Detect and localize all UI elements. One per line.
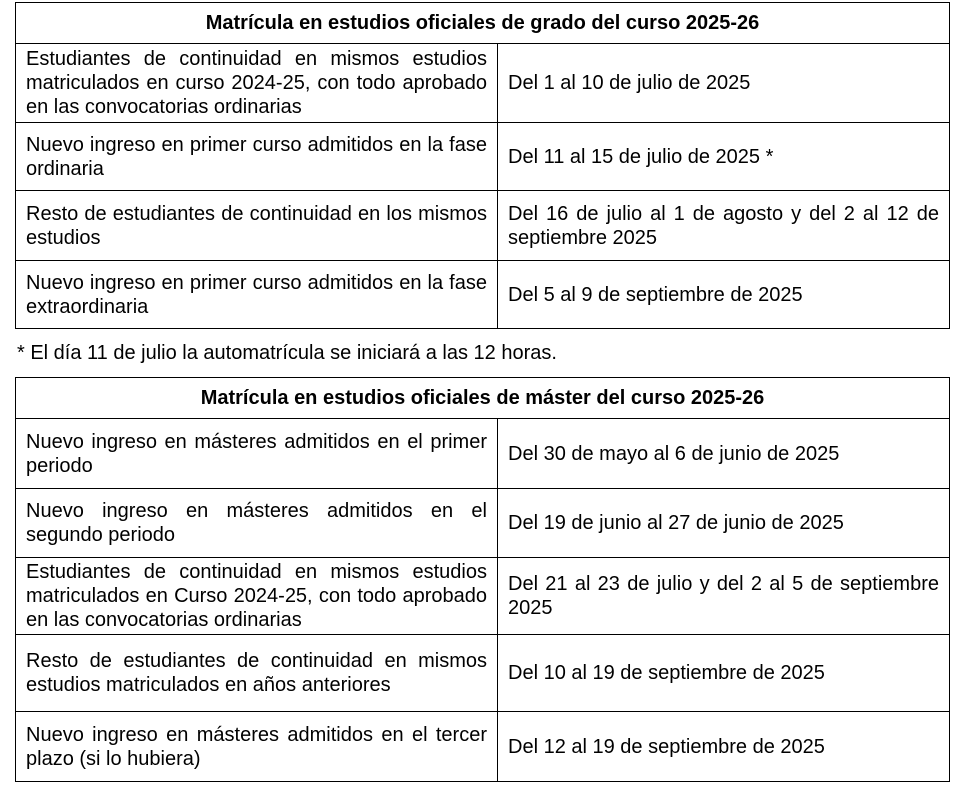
dates-cell: Del 30 de mayo al 6 de junio de 2025: [498, 419, 950, 489]
dates-cell: Del 1 al 10 de julio de 2025: [498, 44, 950, 123]
table-row: [16, 712, 950, 782]
table-row: [16, 261, 950, 329]
period-cell: Estudiantes de continuidad en mismos estudios matriculados en Curso 2024-25, con todo aprobado en las convocatorias ordinarias: [16, 558, 498, 635]
dates-cell: Del 11 al 15 de julio de 2025 *: [498, 123, 950, 191]
table-row: [16, 635, 950, 712]
master-calendar-table: [15, 377, 950, 782]
dates-cell: Del 5 al 9 de septiembre de 2025: [498, 261, 950, 329]
period-cell: Nuevo ingreso en másteres admitidos en el segundo periodo: [16, 489, 498, 558]
dates-cell: Del 19 de junio al 27 de junio de 2025: [498, 489, 950, 558]
table-header-row: [16, 3, 950, 44]
period-cell: Resto de estudiantes de continuidad en mismos estudios matriculados en años anteriores: [16, 635, 498, 712]
period-cell: Nuevo ingreso en primer curso admitidos en la fase ordinaria: [16, 123, 498, 191]
table-row: [16, 123, 950, 191]
table-row: [16, 489, 950, 558]
period-cell: Nuevo ingreso en másteres admitidos en el primer periodo: [16, 419, 498, 489]
table-row: [16, 44, 950, 123]
period-cell: Estudiantes de continuidad en mismos estudios matriculados en curso 2024-25, con todo aprobado en las convocatorias ordinarias: [16, 44, 498, 123]
period-cell: Resto de estudiantes de continuidad en los mismos estudios: [16, 191, 498, 261]
grado-table-title: Matrícula en estudios oficiales de grado del curso 2025-26: [16, 3, 950, 44]
dates-cell: Del 21 al 23 de julio y del 2 al 5 de septiembre 2025: [498, 558, 950, 635]
master-table-title: Matrícula en estudios oficiales de máster del curso 2025-26: [16, 378, 950, 419]
period-cell: Nuevo ingreso en primer curso admitidos en la fase extraordinaria: [16, 261, 498, 329]
table-row: [16, 191, 950, 261]
dates-cell: Del 10 al 19 de septiembre de 2025: [498, 635, 950, 712]
period-cell: Nuevo ingreso en másteres admitidos en el tercer plazo (si lo hubiera): [16, 712, 498, 782]
table-row: [16, 419, 950, 489]
dates-cell: Del 12 al 19 de septiembre de 2025: [498, 712, 950, 782]
grado-calendar-table: [15, 2, 950, 329]
dates-cell: Del 16 de julio al 1 de agosto y del 2 al 12 de septiembre 2025: [498, 191, 950, 261]
table-row: [16, 558, 950, 635]
table-header-row: [16, 378, 950, 419]
footnote: * El día 11 de julio la automatrícula se iniciará a las 12 horas.: [17, 342, 557, 364]
